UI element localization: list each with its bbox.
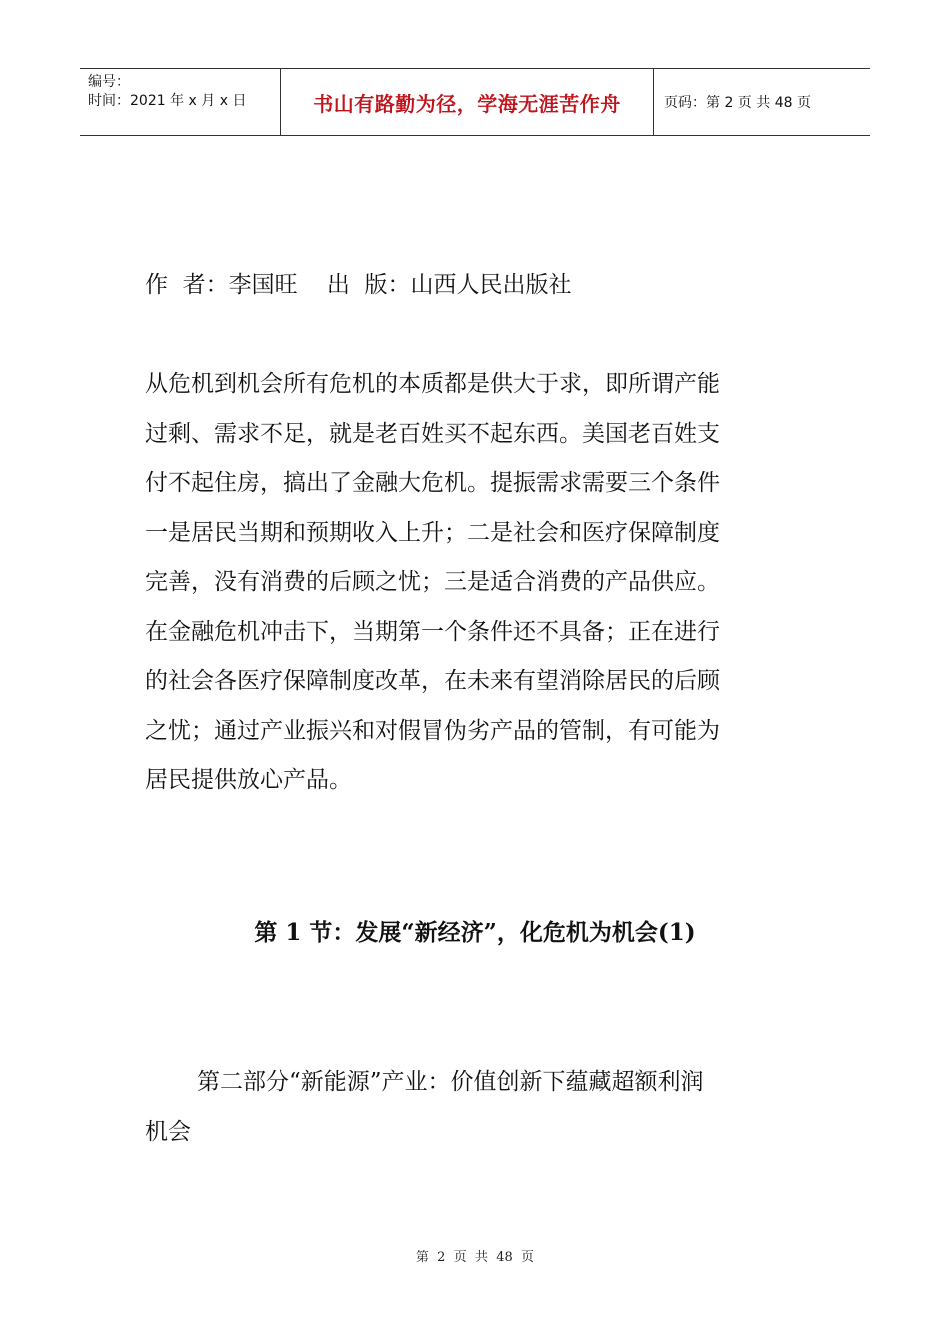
paragraph-line: 过剩、需求不足，就是老百姓买不起东西。美国老百姓支	[145, 420, 720, 447]
header-meta	[80, 69, 281, 135]
author-line: 作 者：李国旺 出 版：山西人民出版社	[145, 272, 572, 298]
page-header	[80, 68, 870, 136]
paragraph-line	[145, 1058, 815, 1108]
paragraph-line: 完善，没有消费的后顾之忧；三是适合消费的产品供应。	[145, 569, 720, 595]
header-number: 编号：	[88, 74, 130, 90]
paragraph-line: 在金融危机冲击下，当期第一个条件还不具备；正在进行	[145, 618, 720, 645]
header-date: 时间：2021 年 x 月 x 日	[88, 93, 247, 109]
paragraph-line: 从危机到机会所有危机的本质都是供大于求，即所谓产能	[145, 371, 720, 397]
paragraph-line: 付不起住房，搞出了金融大危机。提振需求需要三个条件	[145, 470, 720, 496]
body-paragraph-2	[145, 1058, 815, 1157]
page-footer: 第 2 页 共 48 页	[415, 1250, 535, 1265]
section-title: 第 1 节：发展“新经济”，化危机为机会(1)	[254, 919, 696, 946]
paragraph-line: 居民提供放心产品。	[145, 767, 352, 793]
paragraph-line: 一是居民当期和预期收入上升；二是社会和医疗保障制度	[145, 519, 720, 546]
header-motto: 书山有路勤为径，学海无涯苦作舟	[281, 69, 654, 135]
body-paragraph-1	[145, 360, 815, 806]
paragraph-line: 机会	[145, 1118, 191, 1145]
paragraph-line: 之忧；通过产业振兴和对假冒伪劣产品的管制，有可能为	[145, 717, 720, 744]
header-page-info: 页码：第 2 页 共 48 页	[664, 95, 811, 111]
paragraph-line: 的社会各医疗保障制度改革，在未来有望消除居民的后顾	[145, 668, 720, 694]
paragraph-line-text: 第二部分“新能源”产业：价值创新下蕴藏超额利润	[197, 1069, 704, 1095]
